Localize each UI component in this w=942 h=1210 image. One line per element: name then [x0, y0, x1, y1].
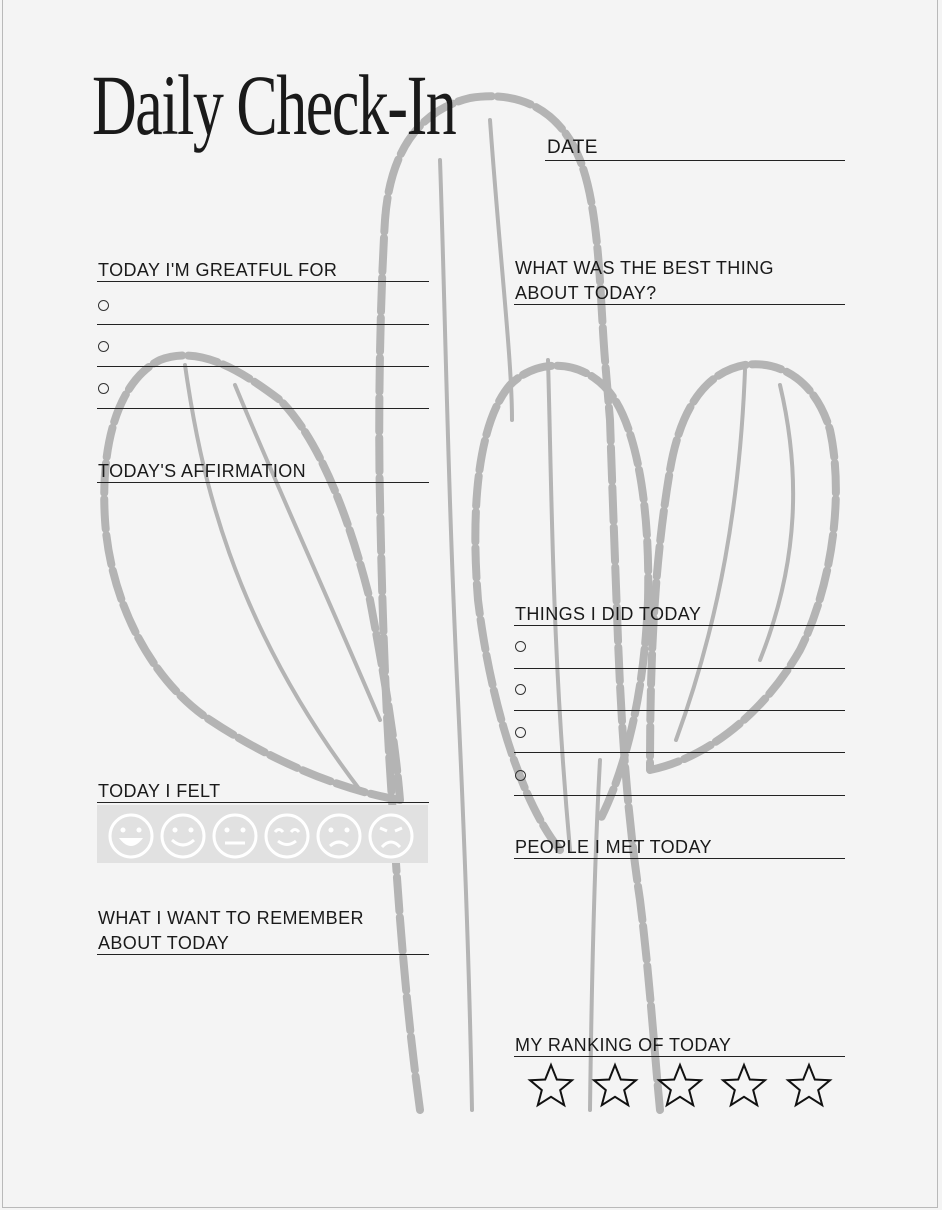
felt-rule: [97, 802, 429, 803]
very-sad-face-icon[interactable]: [367, 812, 415, 860]
grateful-checkbox-1[interactable]: [98, 300, 109, 311]
grateful-heading-rule: [97, 281, 429, 282]
star-icon-1[interactable]: [526, 1062, 576, 1110]
things-did-line-3[interactable]: [514, 752, 845, 753]
people-met-rule: [514, 858, 845, 859]
content-face-icon[interactable]: [263, 812, 311, 860]
star-icon-5[interactable]: [784, 1062, 834, 1110]
things-did-checkbox-3[interactable]: [515, 727, 526, 738]
star-icon-4[interactable]: [719, 1062, 769, 1110]
grateful-checkbox-2[interactable]: [98, 341, 109, 352]
star-icon-2[interactable]: [590, 1062, 640, 1110]
remember-rule: [97, 954, 429, 955]
things-did-heading-rule: [514, 625, 845, 626]
date-line[interactable]: [545, 160, 845, 161]
things-did-line-1[interactable]: [514, 668, 845, 669]
ranking-label: MY RANKING OF TODAY: [515, 1035, 732, 1055]
things-did-checkbox-4[interactable]: [515, 770, 526, 781]
best-thing-label-line2: ABOUT TODAY?: [515, 283, 657, 303]
things-did-checkbox-2[interactable]: [515, 684, 526, 695]
sad-face-icon[interactable]: [315, 812, 363, 860]
things-did-line-2[interactable]: [514, 710, 845, 711]
date-label: DATE: [547, 137, 598, 158]
things-did-line-4[interactable]: [514, 795, 845, 796]
ranking-rule: [514, 1056, 845, 1057]
affirmation-rule: [97, 482, 429, 483]
affirmation-label: TODAY'S AFFIRMATION: [98, 461, 307, 481]
neutral-face-icon[interactable]: [211, 812, 259, 860]
felt-label: TODAY I FELT: [98, 781, 221, 801]
page-title: Daily Check-In: [92, 57, 456, 153]
grateful-line-1[interactable]: [97, 324, 429, 325]
grateful-line-3[interactable]: [97, 408, 429, 409]
remember-label-line1: WHAT I WANT TO REMEMBER: [98, 908, 364, 928]
smiling-face-icon[interactable]: [159, 812, 207, 860]
remember-label-line2: ABOUT TODAY: [98, 933, 230, 953]
star-icon-3[interactable]: [655, 1062, 705, 1110]
grateful-label: TODAY I'M GREATFUL FOR: [98, 260, 338, 280]
best-thing-label-line1: WHAT WAS THE BEST THING: [515, 258, 774, 278]
laughing-face-icon[interactable]: [107, 812, 155, 860]
things-did-checkbox-1[interactable]: [515, 641, 526, 652]
people-met-label: PEOPLE I MET TODAY: [515, 837, 712, 857]
best-thing-rule: [514, 304, 845, 305]
grateful-line-2[interactable]: [97, 366, 429, 367]
grateful-checkbox-3[interactable]: [98, 383, 109, 394]
things-did-label: THINGS I DID TODAY: [515, 604, 702, 624]
